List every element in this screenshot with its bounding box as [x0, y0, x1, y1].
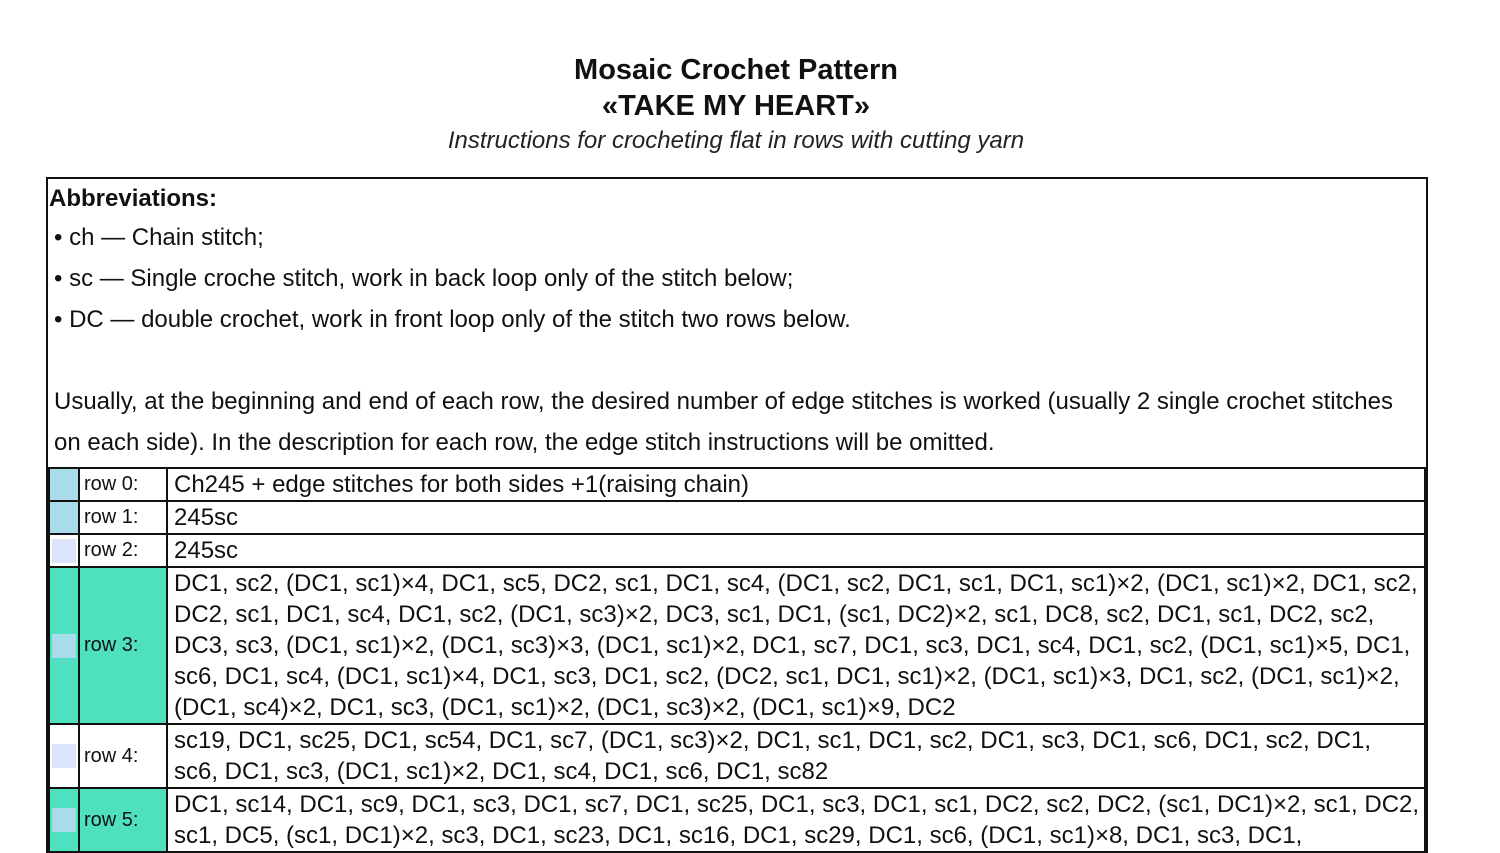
row-color-swatch [49, 468, 79, 501]
edge-stitch-note: Usually, at the beginning and end of each row, the desired number of edge stitches is worked (usually 2 single crochet stitches on each side). In the description for each row, the edge stitch instructions will be omitted. [54, 388, 1393, 456]
row-label: row 4: [79, 724, 167, 788]
table-row [49, 724, 1425, 788]
abbreviation-dc: • DC — double crochet, work in front loop only of the stitch two rows below. [54, 306, 851, 333]
row-instructions: 245sc [167, 534, 1425, 567]
color-chip [52, 634, 76, 658]
row-instructions: 245sc [167, 501, 1425, 534]
document-header [0, 52, 1472, 158]
row-instructions: DC1, sc2, (DC1, sc1)×4, DC1, sc5, DC2, sc1, DC1, sc4, (DC1, sc2, DC1, sc1, DC1, sc1)×2, (DC1, sc1)×2, DC1, sc2, DC2, sc1, DC1, sc4, DC1, sc2, (DC1, sc3)×2, DC3, sc1, DC1, (sc1, DC2)×2, sc1, DC8, sc2, DC1, sc1, DC2, sc2, DC3, sc3, (DC1, sc1)×2, (DC1, sc3)×3, (DC1, sc1)×2, DC1, sc7, DC1, sc3, DC1, sc4, DC1, sc2, (DC1, sc1)×5, DC1, sc6, DC1, sc4, (DC1, sc1)×4, DC1, sc3, DC1, sc2, (DC2, sc1, DC1, sc1)×2, (DC1, sc1)×3, DC1, sc2, (DC1, sc1)×2, (DC1, sc4)×2, DC1, sc3, (DC1, sc1)×2, (DC1, sc3)×2, (DC1, sc1)×9, DC2 [167, 567, 1425, 724]
subtitle: Instructions for crocheting flat in rows with cutting yarn [447, 127, 1025, 154]
table-row [49, 567, 1425, 724]
row-color-swatch [49, 788, 79, 852]
table-row [49, 468, 1425, 501]
abbreviation-sc: • sc — Single croche stitch, work in back loop only of the stitch below; [54, 265, 794, 292]
abbreviation-ch: • ch — Chain stitch; [54, 224, 264, 251]
pattern-table-frame [46, 177, 1428, 853]
row-label: row 3: [79, 567, 167, 724]
color-chip [52, 744, 76, 768]
row-color-swatch [49, 501, 79, 534]
color-chip [52, 539, 76, 563]
row-instructions: sc19, DC1, sc25, DC1, sc54, DC1, sc7, (DC1, sc3)×2, DC1, sc1, DC1, sc2, DC1, sc3, DC1, sc6, DC1, sc2, DC1, sc6, DC1, sc3, (DC1, sc1)×2, DC1, sc4, DC1, sc6, DC1, sc82 [167, 724, 1425, 788]
color-chip [52, 808, 76, 832]
row-label: row 0: [79, 468, 167, 501]
row-color-swatch [49, 534, 79, 567]
table-row [49, 788, 1425, 852]
row-label: row 5: [79, 788, 167, 852]
table-row [49, 501, 1425, 534]
rows-table [48, 467, 1426, 853]
title-line-2: «TAKE MY HEART» [601, 90, 871, 122]
abbreviations-section [48, 179, 1426, 467]
row-label: row 1: [79, 501, 167, 534]
title-line-1: Mosaic Crochet Pattern [574, 54, 898, 86]
abbreviations-heading: Abbreviations: [49, 185, 218, 212]
table-row [49, 534, 1425, 567]
row-color-swatch [49, 567, 79, 724]
row-instructions: Ch245 + edge stitches for both sides +1(raising chain) [167, 468, 1425, 501]
row-color-swatch [49, 724, 79, 788]
row-label: row 2: [79, 534, 167, 567]
row-instructions: DC1, sc14, DC1, sc9, DC1, sc3, DC1, sc7, DC1, sc25, DC1, sc3, DC1, sc1, DC2, sc2, DC2, (sc1, DC1)×2, sc1, DC2, sc1, DC5, (sc1, DC1)×2, sc3, DC1, sc23, DC1, sc16, DC1, sc29, DC1, sc6, (DC1, sc1)×8, DC1, sc3, DC1, [167, 788, 1425, 852]
